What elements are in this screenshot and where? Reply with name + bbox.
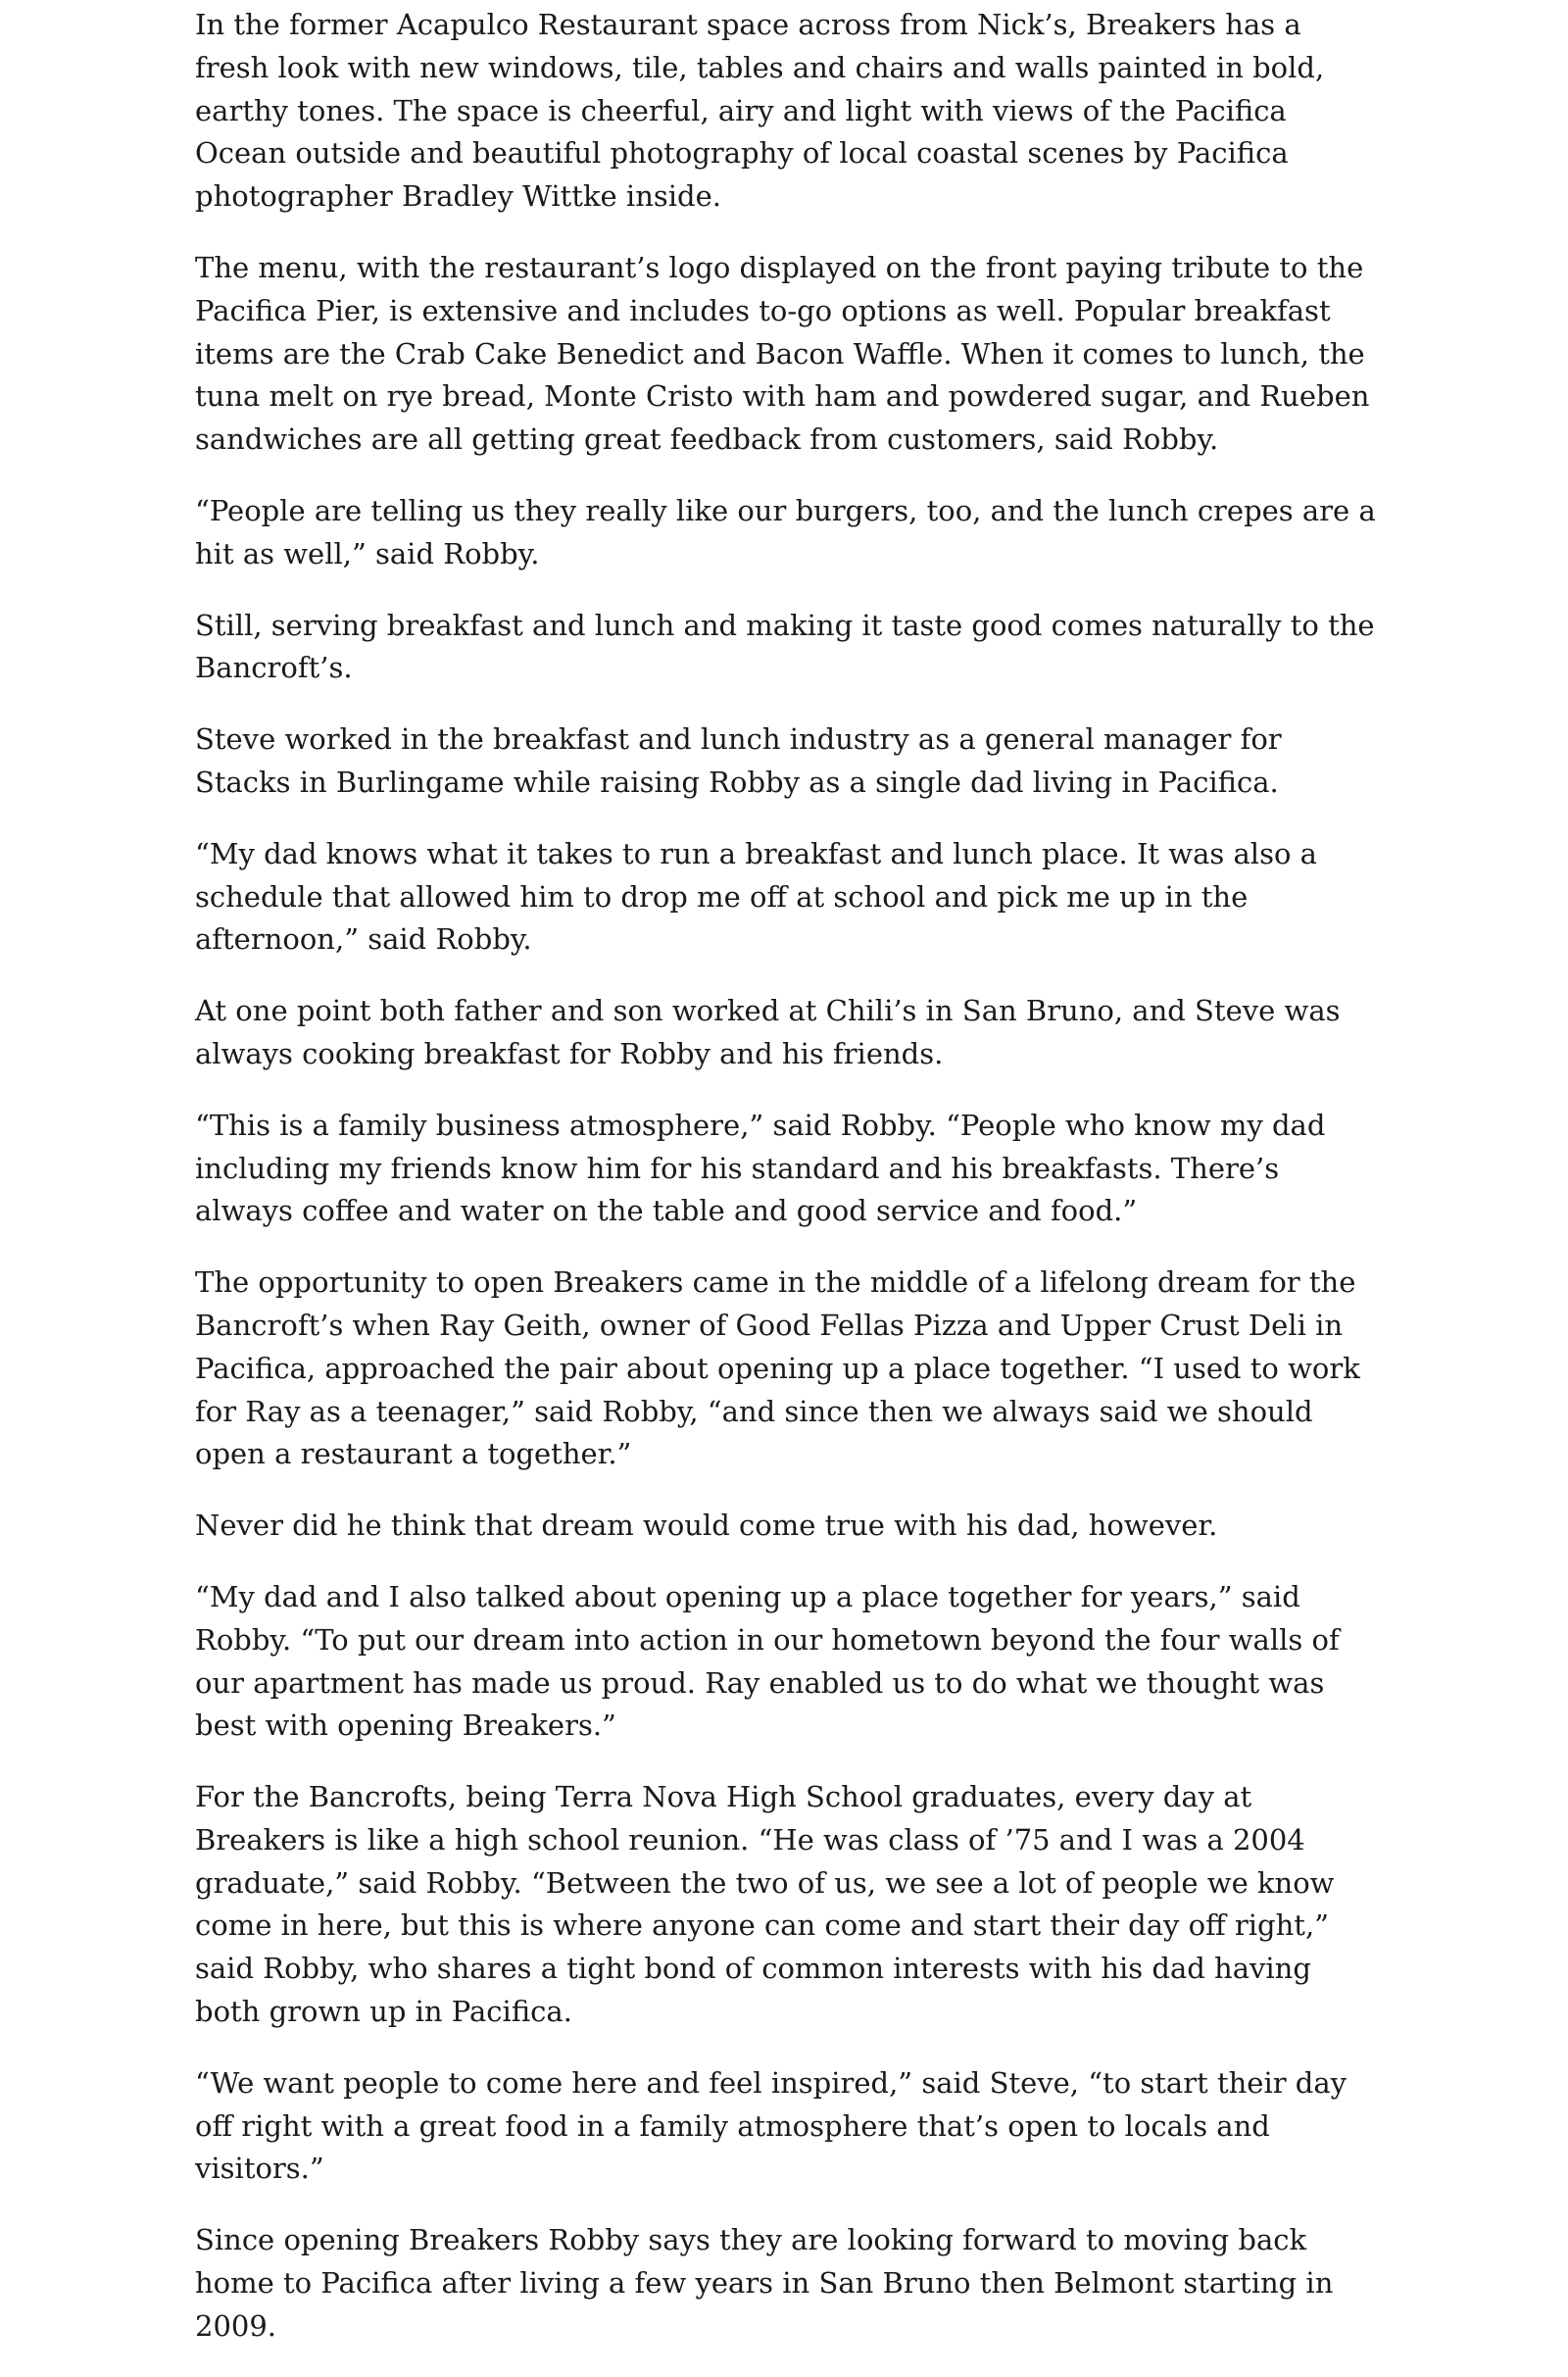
- paragraph-4: Still, serving breakfast and lunch and making it taste good comes naturally to the Bancroft’s.: [195, 608, 1375, 685]
- paragraph-6: “My dad knows what it takes to run a breakfast and lunch place. It was also a schedule that allowed him to drop me off at school and pick me up in the afternoon,” said Robby.: [195, 836, 1317, 957]
- paragraph-10: Never did he think that dream would come true with his dad, however.: [195, 1509, 1218, 1543]
- paragraph-14: Since opening Breakers Robby says they are looking forward to moving back home to Pacifica after living a few years in San Bruno then Belmont starting in 2009.: [195, 2223, 1334, 2343]
- paragraph-9: The opportunity to open Breakers came in the middle of a lifelong dream for the Bancroft’s when Ray Geith, owner of Good Fellas Pizza and Upper Crust Deli in Pacifica, approached the pair about opening up a place together. “I used to work for Ray as a teenager,” said Robby, “and since then we always said we should open a restaurant a together.”: [195, 1265, 1360, 1471]
- paragraph-13: “We want people to come here and feel inspired,” said Steve, “to start their day off right with a great food in a family atmosphere that’s open to locals and visitors.”: [195, 2065, 1348, 2186]
- paragraph-8: “This is a family business atmosphere,” said Robby. “People who know my dad including my friends know him for his standard and his breakfasts. There’s always coffee and water on the table and good service and food.”: [195, 1108, 1326, 1228]
- paragraph-12: For the Bancrofts, being Terra Nova High School graduates, every day at Breakers is like a high school reunion. “He was class of ’75 and I was a 2004 graduate,” said Robby. “Between the two of us, we see a lot of people we know come in here, but this is where anyone can come and start their day off right,” said Robby, who shares a tight bond of common interests with his dad having both grown up in Pacifica.: [195, 1780, 1335, 2029]
- paragraph-3: “People are telling us they really like our burgers, too, and the lunch crepes are a hit as well,” said Robby.: [195, 493, 1376, 570]
- paragraph-11: “My dad and I also talked about opening up a place together for years,” said Robby. “To put our dream into action in our hometown beyond the four walls of our apartment has made us proud. Ray enabled us to do what we thought was best with opening Breakers.”: [195, 1579, 1340, 1743]
- paragraph-2: The menu, with the restaurant’s logo displayed on the front paying tribute to the Pacifica Pier, is extensive and includes to-go options as well. Popular breakfast items are the Crab Cake Benedict and Bacon Waffle. When it comes to lunch, the tuna melt on rye bread, Monte Cristo with ham and powdered sugar, and Rueben sandwiches are all getting great feedback from customers, said Robby.: [195, 250, 1370, 457]
- paragraph-5: Steve worked in the breakfast and lunch industry as a general manager for Stacks in Burlingame while raising Robby as a single dad living in Pacifica.: [195, 722, 1282, 799]
- paragraph-1: In the former Acapulco Restaurant space across from Nick’s, Breakers has a fresh look with new windows, tile, tables and chairs and walls painted in bold, earthy tones. The space is cheerful, airy and light with views of the Pacifica Ocean outside and beautiful photography of local coastal scenes by Pacifica photographer Bradley Wittke inside.: [195, 8, 1325, 214]
- article-body: [195, 4, 1381, 2377]
- paragraph-7: At one point both father and son worked at Chili’s in San Bruno, and Steve was always cooking breakfast for Robby and his friends.: [195, 994, 1341, 1070]
